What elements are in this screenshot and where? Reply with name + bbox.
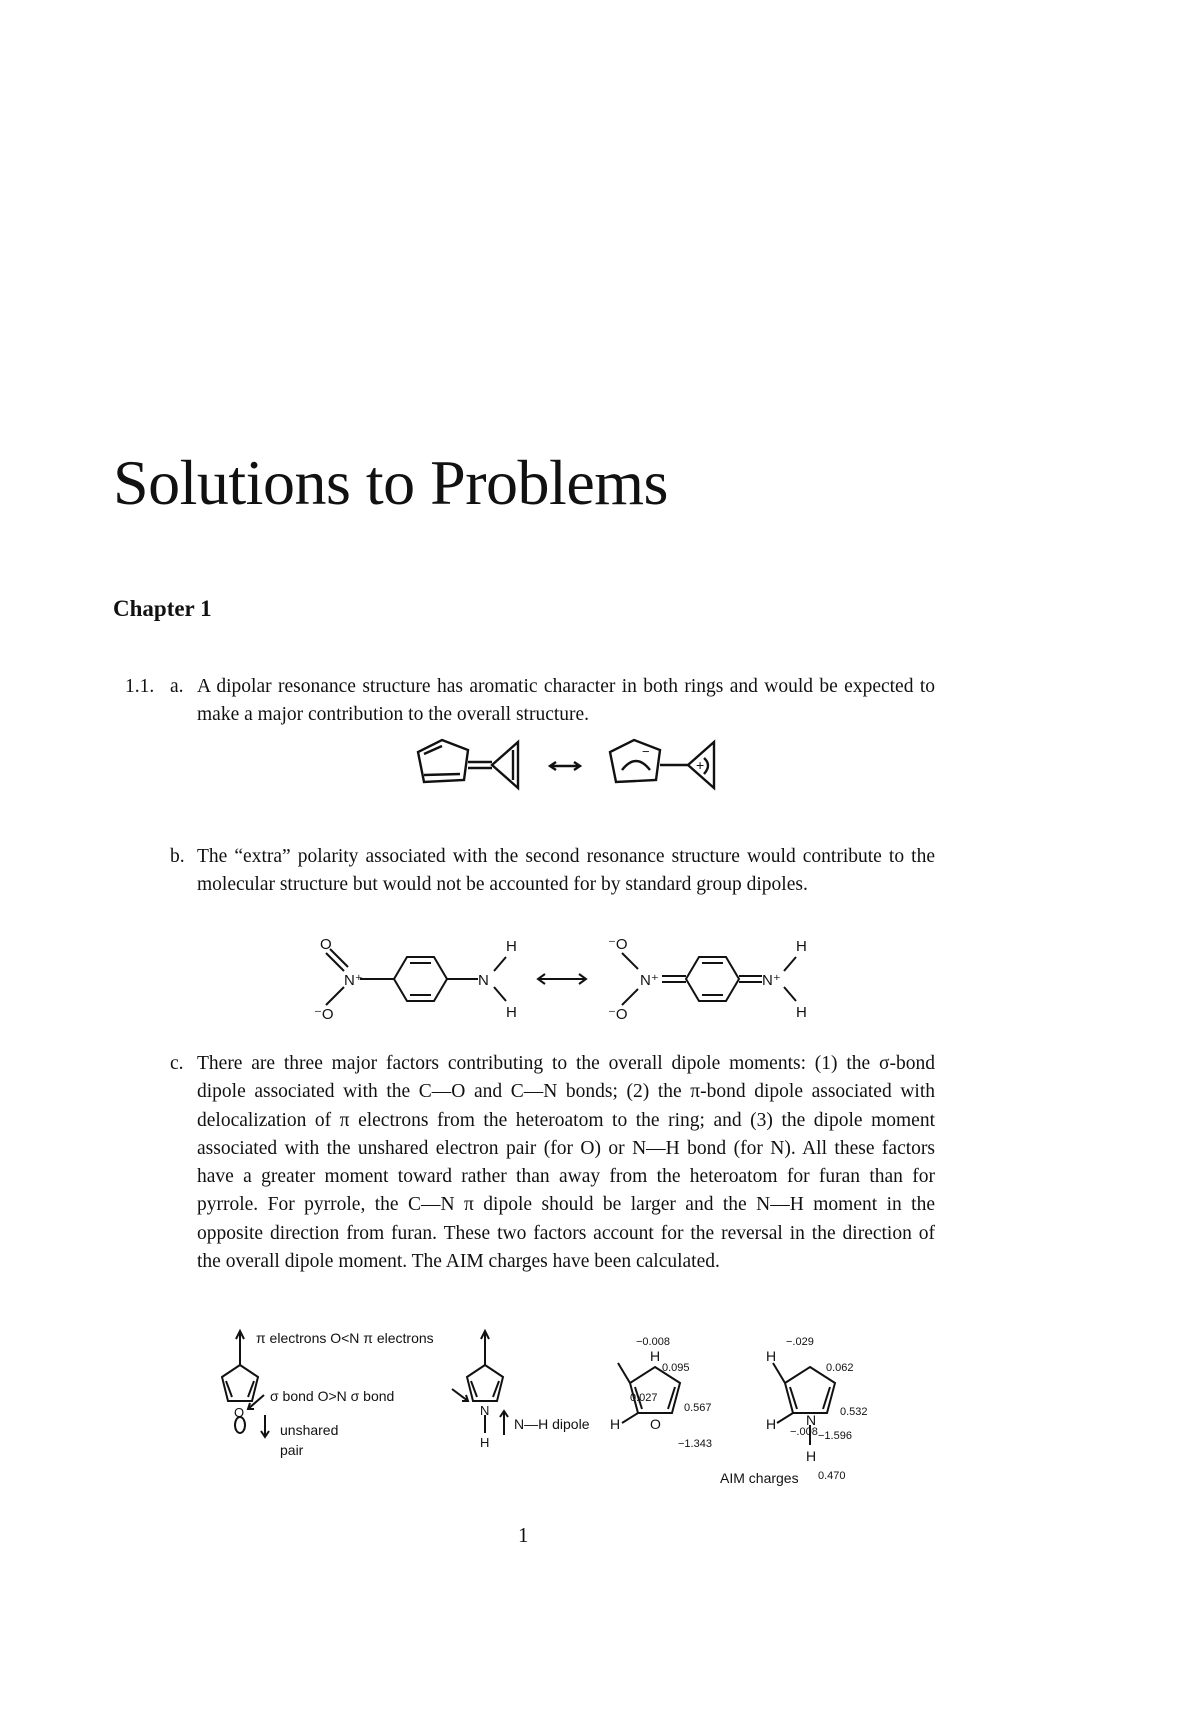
part-c-text: There are three major factors contributing to the overall dipole moments: (1) the σ-bond dipole associated with the C—O and C—N bonds; (2) the π-bond dipole associated with delocalization of π electrons from the heteroatom to the ring; and (3) the dipole moment associated with the unshared electron pair (for O) or N—H bond (for N). All these factors have a greater moment toward rather than away from the heteroatom for furan than for pyrrole. For pyrrole, the C—N π dipole should be larger and the N—H moment in the opposite direction from furan. These two factors account for the reversal in the direction of the overall dipole moment. The AIM charges have been calculated.: [197, 1053, 935, 1273]
nh-dipole-label: N—H dipole: [514, 1416, 590, 1432]
atom-h: H: [506, 1004, 517, 1021]
sigma-bond-label: σ bond O>N σ bond: [270, 1388, 395, 1404]
furan-charge-o: −1.343: [678, 1438, 712, 1450]
figure-c-furan-pyrrole: [210, 1325, 910, 1495]
atom-o-minus: ⁻O: [314, 1006, 334, 1023]
pyrrole-h2: H: [766, 1416, 777, 1432]
aim-caption: AIM charges: [720, 1470, 799, 1486]
part-b-text: The “extra” polarity associated with the second resonance structure would contribute to the molecular structure but would not be accounted for by standard group dipoles.: [197, 846, 935, 896]
pi-electrons-label: π electrons O<N π electrons: [256, 1330, 434, 1346]
atom-o: O: [320, 936, 332, 953]
figure-a-calicene: [400, 730, 730, 800]
atom-o-minus: ⁻O: [608, 936, 628, 953]
atom-h: H: [506, 938, 517, 955]
page-number: 1: [518, 1523, 529, 1547]
pyrrole-charge-nh: 0.470: [818, 1470, 846, 1482]
part-c-label: c.: [170, 1053, 184, 1074]
furan-charge-h: 0.095: [662, 1362, 690, 1374]
atom-h: H: [796, 1004, 807, 1021]
chapter-heading: Chapter 1: [113, 596, 212, 621]
atom-n-plus: N⁺: [640, 972, 659, 989]
furan-charge-c2: 0.027: [630, 1392, 658, 1404]
pyrrole-h: H: [480, 1435, 490, 1450]
pair-label: pair: [280, 1442, 304, 1458]
pyrrole-nh-aim: H: [806, 1448, 817, 1464]
furan-h3: H: [650, 1348, 661, 1364]
atom-n-plus: N⁺: [344, 972, 363, 989]
charge-plus: +: [696, 757, 705, 773]
page-title: Solutions to Problems: [113, 447, 668, 518]
atom-h: H: [796, 938, 807, 955]
part-a-text: A dipolar resonance structure has aromatic character in both rings and would be expected to make a major contribution to the overall structure.: [197, 676, 935, 726]
charge-minus: −: [642, 744, 650, 759]
furan-charge-c3: −0.008: [636, 1336, 670, 1348]
pyrrole-n-aim: N: [806, 1412, 817, 1428]
figure-b-nitroaniline: [310, 935, 830, 1025]
part-b-label: b.: [170, 846, 185, 867]
pyrrole-charge-c3: −.029: [786, 1336, 814, 1348]
part-a-label: a.: [170, 676, 184, 697]
atom-o-minus: ⁻O: [608, 1006, 628, 1023]
pyrrole-charge-c5: 0.532: [840, 1406, 868, 1418]
pyrrole-n: N: [480, 1403, 490, 1418]
furan-o: O: [234, 1405, 245, 1420]
pyrrole-charge-h: 0.062: [826, 1362, 854, 1374]
furan-charge-c5: 0.567: [684, 1402, 712, 1414]
atom-n: N: [478, 972, 489, 989]
pyrrole-h3: H: [766, 1348, 777, 1364]
unshared-label: unshared: [280, 1422, 339, 1438]
pyrrole-charge-n: −1.596: [818, 1430, 852, 1442]
atom-n-plus: N⁺: [762, 972, 781, 989]
furan-o-aim: O: [650, 1416, 661, 1432]
pyrrole-charge-c2: −.008: [790, 1426, 818, 1438]
furan-h2: H: [610, 1416, 621, 1432]
problem-number: 1.1.: [125, 676, 155, 697]
